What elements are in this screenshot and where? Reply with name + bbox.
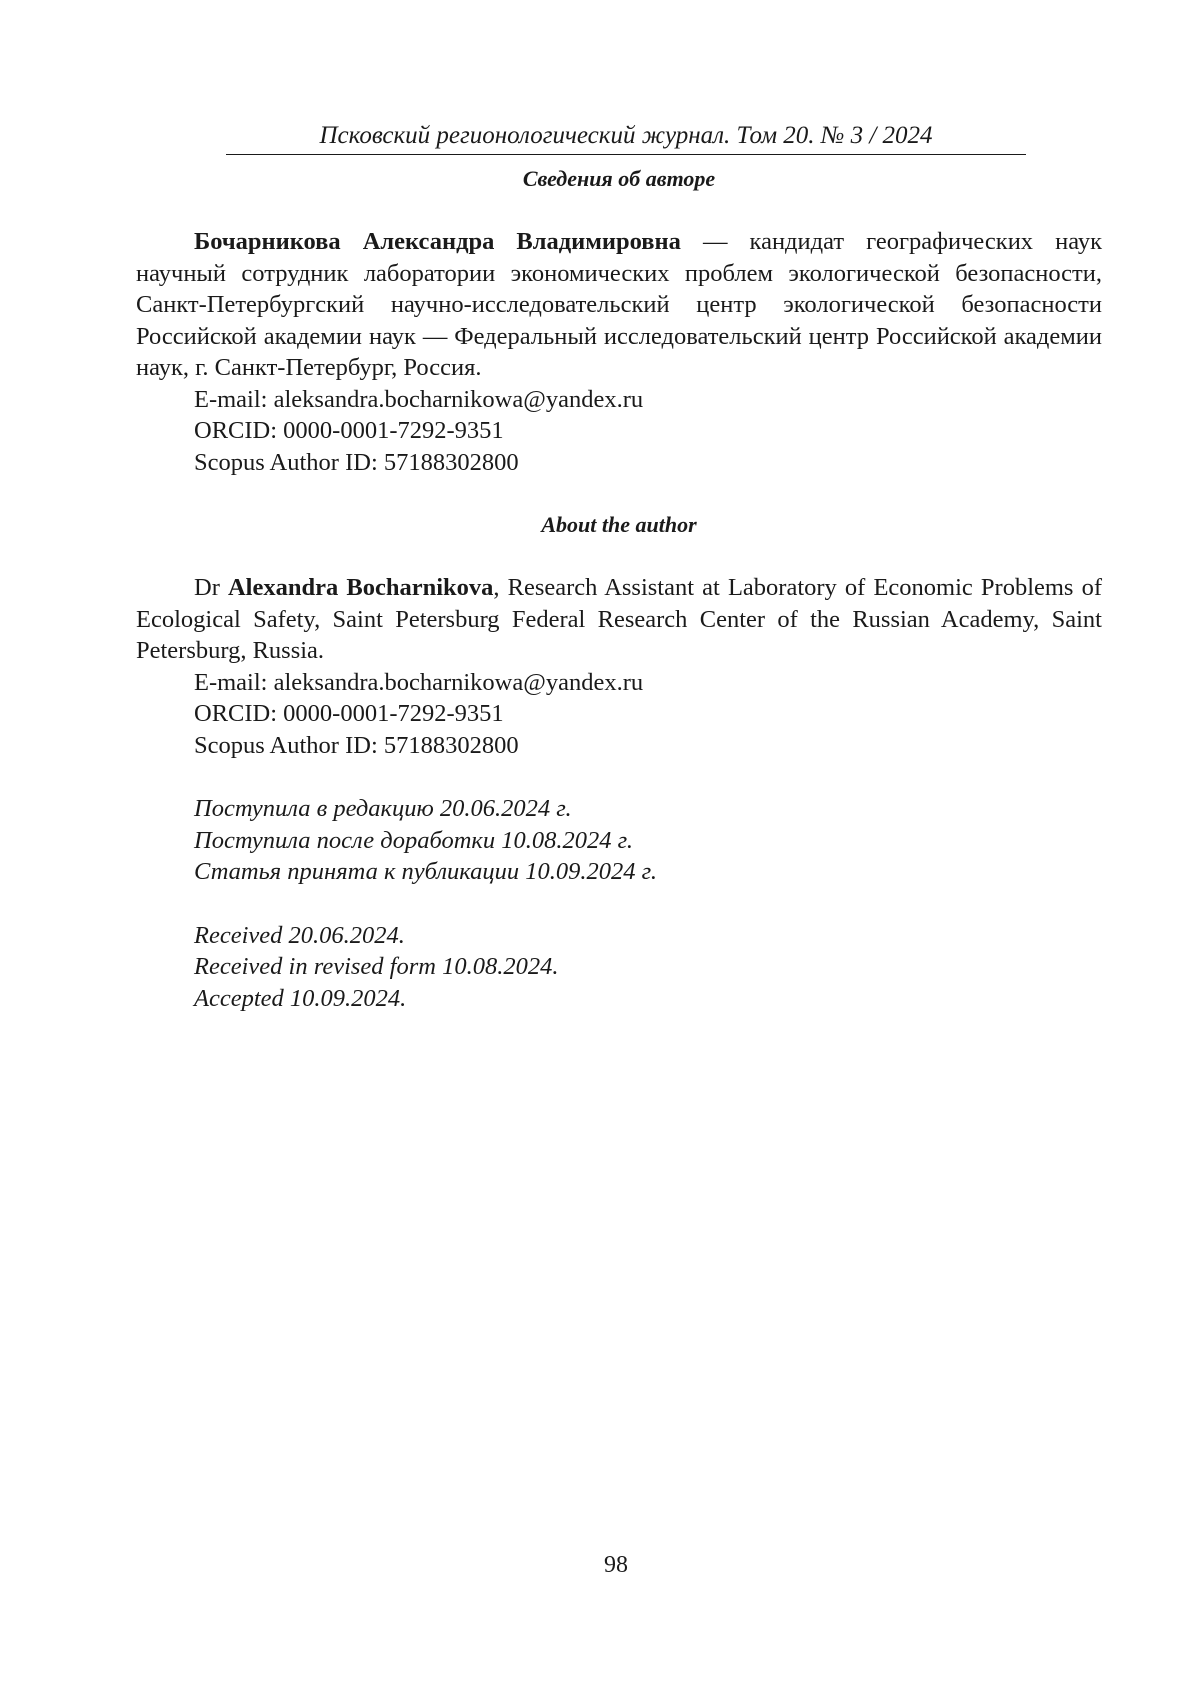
email-en: E-mail: aleksandra.bocharnikowa@yandex.ru [194, 668, 644, 696]
date-received-en: Received 20.06.2024. [194, 921, 405, 949]
orcid-en: ORCID: 0000-0001-7292-9351 [194, 700, 504, 727]
scopus-ru: Scopus Author ID: 57188302800 [194, 448, 519, 476]
author-prefix-en: Dr [194, 574, 228, 601]
main-content [136, 164, 1102, 1014]
author-name-en: Alexandra Bocharnikova [227, 574, 494, 601]
date-received-ru: Поступила в редакцию 20.06.2024 г. [194, 795, 572, 822]
page-number: 98 [604, 1552, 628, 1578]
date-accepted-en: Accepted 10.09.2024. [194, 984, 407, 1012]
running-header: Псковский регионологический журнал. Том 20. № 3 / 2024 [226, 120, 1026, 155]
section-title-en: About the author [541, 512, 697, 537]
author-bio-text-en: , Research Assistant at Laboratory of Economic Problems of Ecological Safety, Saint Petersburg Federal Research Center of the Russian Academy, Saint Petersburg, Russia. [136, 574, 1102, 664]
author-name-ru: Бочарникова Александра Владимировна [194, 228, 681, 255]
author-bio-ru [136, 226, 1102, 384]
section-title-ru: Сведения об авторе [522, 166, 716, 191]
scopus-en: Scopus Author ID: 57188302800 [194, 731, 519, 759]
date-accepted-ru: Статья принята к публикации 10.09.2024 г. [194, 858, 658, 885]
author-bio-text-ru: — кандидат географических наук научный сотрудник лаборатории экономических проблем экологической безопасности, Санкт-Петербургский научно-исследовательский центр экологической безопасности Российской академии наук — Федеральный исследовательский центр Российской академии наук, г. Санкт-Петербург, Россия. [136, 228, 1103, 381]
author-bio-en [136, 572, 1102, 667]
orcid-ru: ORCID: 0000-0001-7292-9351 [194, 417, 504, 444]
date-revised-ru: Поступила после доработки 10.08.2024 г. [194, 826, 633, 854]
email-ru: E-mail: aleksandra.bocharnikowa@yandex.ru [194, 385, 644, 413]
date-revised-en: Received in revised form 10.08.2024. [194, 953, 559, 980]
